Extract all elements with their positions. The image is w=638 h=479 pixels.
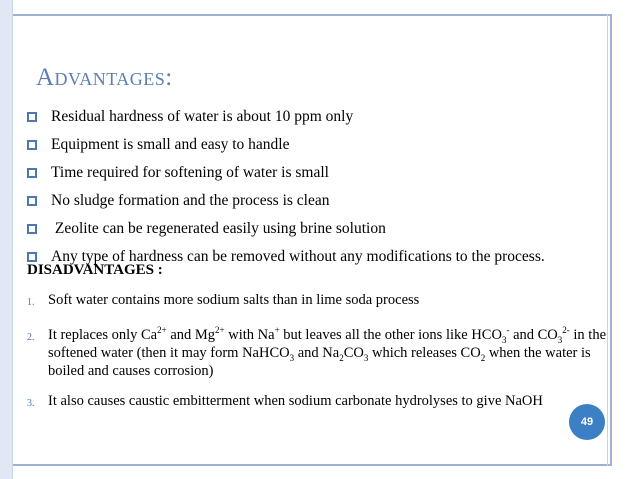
- advantage-text: No sludge formation and the process is clean: [51, 192, 330, 209]
- disadvantage-text: Soft water contains more sodium salts than in lime soda process: [48, 292, 420, 308]
- square-bullet-icon: [27, 224, 37, 234]
- left-decorative-bar: [0, 0, 12, 479]
- advantages-list: [27, 103, 617, 271]
- page-number-badge: 49: [569, 404, 605, 440]
- list-item: [27, 291, 617, 312]
- frame-top-border: [13, 14, 612, 16]
- advantage-text: Equipment is small and easy to handle: [51, 136, 290, 153]
- square-bullet-icon: [27, 112, 37, 122]
- square-bullet-icon: [27, 196, 37, 206]
- list-item: [27, 131, 617, 159]
- disadvantages-heading: DISADVANTAGES :: [27, 262, 163, 278]
- list-item: [27, 159, 617, 187]
- item-number: 3.: [27, 398, 35, 409]
- slide-title: Advantages:: [36, 64, 173, 91]
- list-item: [27, 215, 617, 243]
- advantage-text: Any type of hardness can be removed without any modifications to the process.: [51, 248, 545, 265]
- square-bullet-icon: [27, 168, 37, 178]
- item-number: 1.: [27, 297, 35, 308]
- advantage-text: Residual hardness of water is about 10 ppm only: [51, 108, 354, 125]
- disadvantage-text: It replaces only $Ca^{2+}$ and $Mg^{2+}$ with Na+ but leaves all the other ions like $HCO_3^-$ and $CO_3^{2-}$ in the softened water (then it may form NaHCO$_3$ and $Na_2CO_3$ which releases $CO_2$ when the water is boiled and causes corrosion): [48, 325, 607, 379]
- disadvantages-list: [27, 291, 617, 413]
- square-bullet-icon: [27, 252, 37, 262]
- left-bar-divider: [12, 0, 13, 479]
- advantage-text: Time required for softening of water is small: [51, 164, 329, 181]
- list-item: [27, 392, 617, 413]
- disadvantage-text: It also causes caustic embitterment when sodium carbonate hydrolyses to give NaOH: [48, 393, 543, 409]
- advantage-text: Zeolite can be regenerated easily using brine solution: [51, 220, 386, 237]
- list-item: [27, 187, 617, 215]
- square-bullet-icon: [27, 140, 37, 150]
- item-number: 2.: [27, 332, 35, 343]
- frame-bottom-border: [13, 464, 612, 466]
- list-item: [27, 326, 617, 380]
- list-item: [27, 103, 617, 131]
